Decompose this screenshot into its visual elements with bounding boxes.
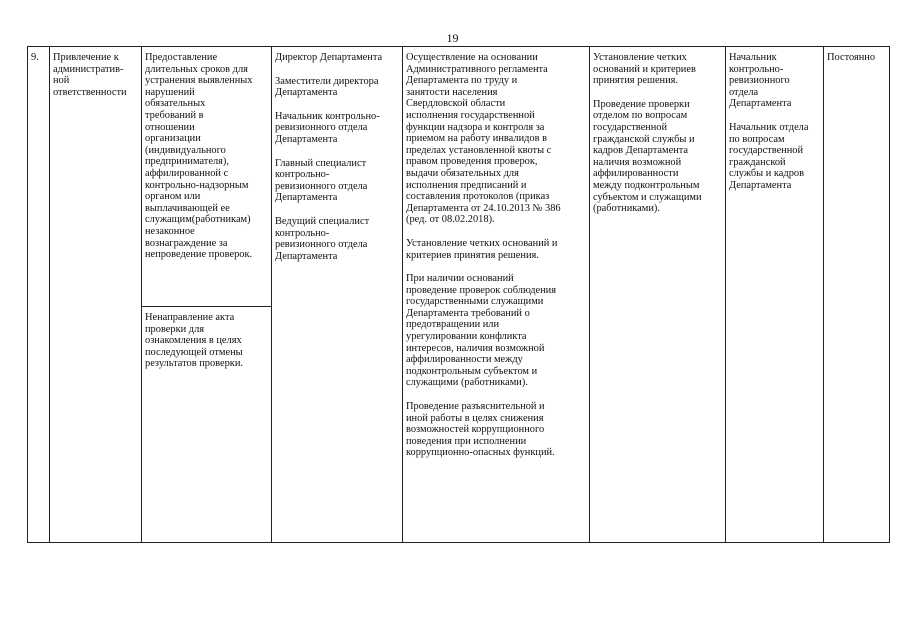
criteria-item: Установление четких оснований и критериев принятия решения. (593, 52, 696, 87)
function-name: Привлечение к административ- ной ответственности (53, 52, 127, 98)
position-item: Начальник контрольно- ревизионного отдела Департамента (275, 110, 380, 145)
criteria-item: Проведение проверки отделом по вопросам государственной гражданской службы и кадров Департамента наличия возможной аффилированности между подконтрольным субъектом и служащими (работниками). (593, 98, 702, 215)
responsible-item: Начальник отдела по вопросам государственной гражданской службы и кадров Департамента (729, 121, 809, 191)
position-item: Ведущий специалист контрольно- ревизионного отдела Департамента (275, 215, 370, 262)
cell-criteria (590, 47, 726, 543)
table-row (28, 47, 890, 307)
measures-table (27, 46, 890, 543)
position-item: Заместители директора Департамента (275, 75, 379, 99)
period: Постоянно (827, 52, 876, 63)
risk-description-secondary: Ненаправление акта проверки для ознакомления в целях последующей отмены результатов проверки. (145, 312, 244, 370)
cell-risk-primary (142, 47, 272, 307)
page-number: 19 (446, 31, 459, 45)
risk-description-primary: Предоставление длительных сроков для устранения выявленных нарушений обязательных требований в отношении организации (индивидуального предпринимателя), аффилированной с контрольно-надзорным органом или выплачивающей ее служащим(работникам) незаконное вознаграждение за непроведение проверок. (145, 52, 253, 261)
cell-function-name (50, 47, 142, 543)
cell-row-number (28, 47, 50, 543)
cell-positions (272, 47, 403, 543)
position-item: Главный специалист контрольно- ревизионного отдела Департамента (275, 157, 368, 204)
cell-measures (403, 47, 590, 543)
cell-risk-secondary (142, 307, 272, 543)
measure-item: Установление четких оснований и критериев принятия решения. (406, 237, 558, 261)
responsible-item: Начальник контрольно- ревизионного отдела Департамента (729, 52, 792, 110)
cell-responsible (726, 47, 824, 543)
measure-item: Проведение разъяснительной и иной работы в целях снижения возможностей коррупционного поведения при исполнении коррупционно-опасных функций. (406, 401, 555, 459)
measure-item: Осуществление на основании Административного регламента Департамента по труду и занятости населения Свердловской области исполнения государственной функции надзора и контроля за приемом на работу инвалидов в пределах установленной квоты с правом проведения проверок, выдачи обязательных для исполнения предписаний и составления протоколов (приказ Департамента от 24.10.2013 № 386 (ред. от 08.02.2018). (406, 52, 561, 226)
row-number: 9. (31, 52, 39, 63)
position-item: Директор Департамента (275, 52, 383, 63)
measure-item: При наличии оснований проведение проверок соблюдения государственными служащими Департамента требований о предотвращении или урегулировании конфликта интересов, наличия возможной аффилированности между подконтрольным субъектом и служащими (работниками). (406, 273, 556, 389)
cell-period (824, 47, 890, 543)
